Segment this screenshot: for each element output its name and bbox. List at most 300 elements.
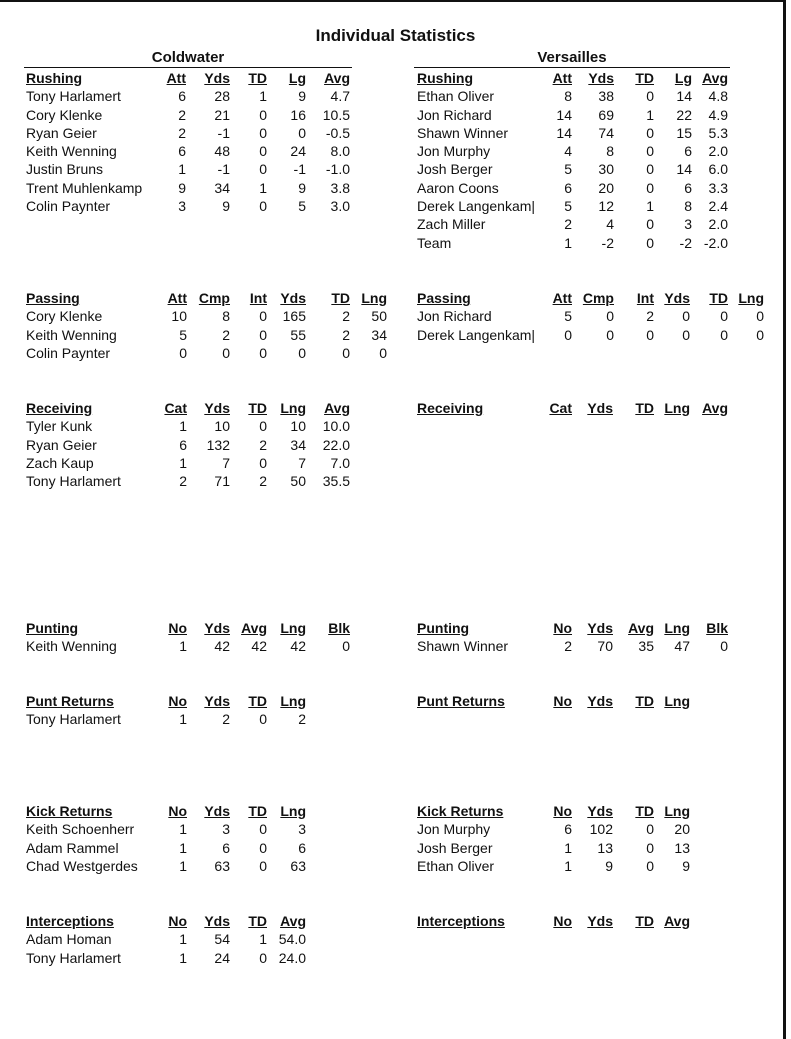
stat-value: 74 (598, 124, 614, 141)
stat-value: 0 (756, 326, 764, 343)
column-header: Yds (204, 693, 230, 709)
table-row (26, 417, 780, 435)
stat-value: 2 (342, 326, 350, 343)
player-name: Shawn Winner (417, 124, 509, 141)
column-header: TD (248, 400, 267, 416)
stat-value: 2.0 (708, 143, 728, 160)
stat-value: 70 (597, 638, 613, 655)
column-header: No (553, 803, 572, 819)
stat-value: 102 (589, 821, 613, 838)
stat-value: 3.0 (330, 198, 350, 215)
player-name: Ethan Oliver (417, 88, 495, 105)
section-heading: Punt Returns (26, 693, 114, 709)
column-header: No (553, 693, 572, 709)
stat-value: 0 (606, 326, 614, 343)
table-row (26, 930, 780, 948)
player-name: Derek Langenkam| (417, 198, 536, 215)
table-row (26, 436, 780, 454)
stat-value: 1 (179, 821, 187, 838)
column-header: TD (635, 693, 654, 709)
column-header: Lng (280, 400, 306, 416)
stat-value: 2.4 (708, 198, 728, 215)
table-row (417, 197, 780, 215)
player-name: Aaron Coons (417, 179, 499, 196)
stat-value: 4.7 (330, 88, 350, 105)
stat-value: 0 (342, 344, 350, 361)
stat-value: 10 (290, 418, 306, 435)
stat-value: 63 (290, 857, 306, 874)
stat-value: 35.5 (322, 473, 350, 490)
column-header: Avg (280, 913, 306, 929)
column-header: Blk (328, 620, 350, 636)
section-heading: Rushing (26, 70, 82, 86)
column-header: TD (248, 803, 267, 819)
stat-value: 14 (556, 106, 572, 123)
stat-value: 1 (646, 106, 654, 123)
stat-value: 7 (222, 454, 230, 471)
stat-value: 1 (259, 88, 267, 105)
stat-value: 0 (259, 308, 267, 325)
stat-value: 1 (179, 711, 187, 728)
stat-value: 1 (646, 198, 654, 215)
column-header: No (553, 620, 572, 636)
column-header: Avg (702, 70, 728, 86)
table-row (417, 839, 780, 857)
stat-value: 47 (674, 638, 690, 655)
stat-value: 0 (259, 454, 267, 471)
table-header-row (417, 692, 780, 710)
table-row (417, 637, 780, 655)
stat-value: -2.0 (703, 234, 728, 251)
stat-value: 6 (222, 839, 230, 856)
stat-value: 35 (638, 638, 654, 655)
stat-value: 1 (259, 931, 267, 948)
stat-value: 5 (564, 161, 572, 178)
stat-value: 24 (214, 949, 230, 966)
column-header: Att (167, 290, 187, 306)
player-name: Justin Bruns (26, 161, 104, 178)
team-divider-right (414, 67, 730, 68)
column-header: Avg (324, 400, 350, 416)
player-name: Zach Miller (417, 216, 486, 233)
stat-value: 0 (259, 839, 267, 856)
stat-value: 0 (259, 949, 267, 966)
stat-value: 21 (214, 106, 230, 123)
stat-value: 48 (214, 143, 230, 160)
column-header: Yds (587, 913, 613, 929)
stat-value: 0 (564, 326, 572, 343)
table-header-row (417, 289, 780, 307)
stat-value: 10 (214, 418, 230, 435)
column-header: Yds (588, 70, 614, 86)
stat-value: 2 (342, 308, 350, 325)
stat-value: -2 (601, 234, 614, 251)
column-header: No (168, 913, 187, 929)
stat-value: 2 (564, 216, 572, 233)
player-name: Colin Paynter (26, 344, 111, 361)
stat-value: 1 (179, 454, 187, 471)
stat-value: 0 (646, 821, 654, 838)
stat-value: 2 (178, 106, 186, 123)
stat-value: 10 (171, 308, 187, 325)
stat-value: -1 (217, 124, 230, 141)
column-header: Lng (664, 693, 690, 709)
stat-value: 0 (646, 143, 654, 160)
table-row (26, 472, 780, 490)
stat-value: 8 (564, 88, 572, 105)
column-header: Avg (664, 913, 690, 929)
table-row (417, 307, 780, 325)
stat-value: 10.0 (322, 418, 350, 435)
stat-value: 14 (676, 161, 692, 178)
stat-value: 0 (259, 161, 267, 178)
section-heading: Kick Returns (417, 803, 504, 819)
stat-value: 9 (222, 198, 230, 215)
stat-value: 71 (214, 473, 230, 490)
column-header: Lng (280, 803, 306, 819)
page-title: Individual Statistics (315, 26, 476, 45)
player-name: Adam Rammel (26, 839, 119, 856)
player-name: Jon Richard (417, 106, 492, 123)
stat-value: 0 (606, 308, 614, 325)
column-header: Cat (164, 400, 187, 416)
player-name: Tony Harlamert (26, 88, 121, 105)
stat-value: 1 (564, 234, 572, 251)
right-rushing-table (417, 69, 780, 252)
stat-value: 3 (178, 198, 186, 215)
section-heading: Receiving (26, 400, 93, 416)
stat-value: 34 (290, 436, 306, 453)
player-name: Zach Kaup (26, 454, 94, 471)
stat-value: 8.0 (330, 143, 350, 160)
stat-value: 0 (259, 198, 267, 215)
stat-value: 1 (259, 179, 267, 196)
table-row (26, 454, 780, 472)
player-name: Tyler Kunk (26, 418, 93, 435)
table-header-row (417, 912, 780, 930)
column-header: TD (248, 913, 267, 929)
stat-value: 0 (646, 216, 654, 233)
player-name: Tony Harlamert (26, 711, 121, 728)
stat-value: 8 (606, 143, 614, 160)
stat-value: 4 (606, 216, 614, 233)
stat-value: 4.8 (708, 88, 728, 105)
section-heading: Punt Returns (417, 693, 505, 709)
player-name: Keith Schoenherr (26, 821, 135, 838)
stat-value: 165 (282, 308, 306, 325)
column-header: Lng (664, 400, 690, 416)
table-header-row (417, 802, 780, 820)
column-header: Att (166, 70, 186, 86)
stat-value: 2 (646, 308, 654, 325)
stat-value: 5 (564, 198, 572, 215)
stat-value: 5 (179, 326, 187, 343)
column-header: Yds (204, 913, 230, 929)
stat-value: 0 (259, 418, 267, 435)
column-header: Avg (628, 620, 654, 636)
stat-value: 0 (342, 638, 350, 655)
column-header: No (168, 803, 187, 819)
table-row (26, 710, 780, 728)
stat-value: 2 (179, 473, 187, 490)
stat-value: 0 (259, 344, 267, 361)
table-header-row (417, 619, 780, 637)
stat-value: -1 (293, 161, 306, 178)
table-row (417, 142, 780, 160)
table-row (417, 124, 780, 142)
column-header: Yds (204, 400, 230, 416)
stat-value: 15 (676, 124, 692, 141)
team-divider-left (24, 67, 352, 68)
stat-value: 0 (720, 326, 728, 343)
stat-value: 69 (598, 106, 614, 123)
player-name: Colin Paynter (26, 198, 111, 215)
stat-value: -2 (679, 234, 692, 251)
column-header: Cmp (582, 290, 614, 306)
column-header: Avg (241, 620, 267, 636)
section-heading: Passing (26, 290, 80, 306)
column-header: TD (635, 400, 654, 416)
player-name: Tony Harlamert (26, 949, 121, 966)
column-header: Lng (361, 290, 387, 306)
player-name: Trent Muhlenkamp (26, 179, 143, 196)
stat-value: 1 (179, 839, 187, 856)
stat-value: 6 (684, 179, 692, 196)
stat-value: 0 (179, 344, 187, 361)
player-name: Ryan Geier (26, 436, 97, 453)
column-header: Yds (204, 70, 230, 86)
player-name: Keith Wenning (26, 143, 117, 160)
stat-value: 5.3 (708, 124, 728, 141)
stat-value: 9 (298, 179, 306, 196)
stat-value: 6.0 (708, 161, 728, 178)
stat-value: 28 (214, 88, 230, 105)
column-header: Blk (706, 620, 728, 636)
stat-value: 0 (646, 88, 654, 105)
stat-value: 0 (259, 711, 267, 728)
table-row (417, 234, 780, 252)
stat-value: 4 (564, 143, 572, 160)
stat-value: 3 (298, 821, 306, 838)
column-header: Yds (587, 803, 613, 819)
column-header: Cat (549, 400, 572, 416)
stat-value: -0.5 (325, 124, 350, 141)
stat-value: 6 (178, 88, 186, 105)
stat-value: 0 (298, 124, 306, 141)
player-name: Keith Wenning (26, 638, 117, 655)
section-heading: Rushing (417, 70, 473, 86)
column-header: No (168, 620, 187, 636)
right-passing-table (417, 289, 780, 344)
player-name: Jon Richard (417, 308, 492, 325)
stat-value: 12 (598, 198, 614, 215)
right-punt-returns-table (417, 692, 780, 710)
column-header: Lg (288, 70, 306, 86)
stat-value: 24 (290, 143, 306, 160)
section-heading: Punting (417, 620, 470, 636)
stat-value: 6 (564, 821, 572, 838)
stat-value: 16 (290, 106, 306, 123)
player-name: Derek Langenkam| (417, 326, 536, 343)
stat-value: 9 (605, 857, 613, 874)
stat-value: 38 (598, 88, 614, 105)
column-header: Att (552, 290, 572, 306)
table-row (26, 949, 780, 967)
stat-value: -1.0 (325, 161, 350, 178)
column-header: Int (636, 290, 654, 306)
stat-value: 34 (214, 179, 230, 196)
player-name: Cory Klenke (26, 106, 103, 123)
column-header: Int (249, 290, 267, 306)
stat-value: 1 (179, 857, 187, 874)
section-heading: Interceptions (26, 913, 114, 929)
stat-value: 3 (684, 216, 692, 233)
column-header: Yds (587, 400, 613, 416)
column-header: TD (248, 70, 267, 86)
table-row (417, 106, 780, 124)
stat-value: 3.8 (330, 179, 350, 196)
stat-value: 9 (298, 88, 306, 105)
column-header: Lng (664, 620, 690, 636)
column-header: Att (552, 70, 572, 86)
stat-value: 55 (290, 326, 306, 343)
stat-value: 0 (259, 326, 267, 343)
stat-value: 42 (214, 638, 230, 655)
table-row (417, 326, 780, 344)
column-header: Yds (587, 620, 613, 636)
column-header: Avg (324, 70, 350, 86)
player-name: Josh Berger (417, 161, 493, 178)
column-header: Lg (674, 70, 692, 86)
stat-value: 0 (682, 308, 690, 325)
stat-value: 14 (676, 88, 692, 105)
stat-value: 1 (564, 857, 572, 874)
stat-value: 54 (214, 931, 230, 948)
table-row (417, 160, 780, 178)
stat-value: 24.0 (278, 949, 306, 966)
stat-value: 3.3 (708, 179, 728, 196)
column-header: Lng (280, 620, 306, 636)
stat-value: 0 (720, 638, 728, 655)
column-header: Yds (664, 290, 690, 306)
table-row (417, 215, 780, 233)
player-name: Ryan Geier (26, 124, 97, 141)
column-header: Cmp (198, 290, 230, 306)
stat-value: 6 (179, 436, 187, 453)
stat-value: 0 (379, 344, 387, 361)
section-heading: Punting (26, 620, 79, 636)
stat-value: 20 (598, 179, 614, 196)
player-name: Keith Wenning (26, 326, 117, 343)
player-name: Jon Murphy (417, 821, 491, 838)
stat-value: 0 (720, 308, 728, 325)
column-header: TD (635, 913, 654, 929)
stat-value: 0 (259, 143, 267, 160)
stat-value: 0 (259, 106, 267, 123)
stat-value: 13 (674, 839, 690, 856)
stat-value: 0 (646, 179, 654, 196)
column-header: TD (248, 693, 267, 709)
stat-value: 7.0 (330, 454, 350, 471)
column-header: Lng (280, 693, 306, 709)
player-name: Jon Murphy (417, 143, 491, 160)
stat-value: 42 (251, 638, 267, 655)
player-name: Josh Berger (417, 839, 493, 856)
stat-value: 1 (178, 161, 186, 178)
stat-value: 0 (646, 234, 654, 251)
player-name: Cory Klenke (26, 308, 103, 325)
stat-value: 2 (564, 638, 572, 655)
column-header: Lng (738, 290, 764, 306)
stat-value: 0 (646, 326, 654, 343)
player-name: Adam Homan (26, 931, 112, 948)
player-name: Team (417, 234, 452, 251)
stat-value: 22.0 (322, 436, 350, 453)
right-receiving-table (417, 399, 780, 417)
stat-value: 6 (178, 143, 186, 160)
table-row (417, 179, 780, 197)
column-header: Lng (664, 803, 690, 819)
stat-value: 1 (179, 949, 187, 966)
stat-value: 50 (290, 473, 306, 490)
stat-value: 0 (646, 161, 654, 178)
right-interceptions-table (417, 912, 780, 930)
stat-value: 14 (556, 124, 572, 141)
stat-value: 2 (222, 326, 230, 343)
table-row (417, 820, 780, 838)
column-header: No (168, 693, 187, 709)
column-header: Avg (702, 400, 728, 416)
column-header: Yds (204, 803, 230, 819)
stat-value: 0 (682, 326, 690, 343)
section-heading: Interceptions (417, 913, 505, 929)
stat-value: 0 (646, 857, 654, 874)
stat-value: 6 (684, 143, 692, 160)
player-name: Shawn Winner (417, 638, 509, 655)
column-header: Yds (204, 620, 230, 636)
column-header: Yds (280, 290, 306, 306)
stat-value: 2 (178, 124, 186, 141)
stat-value: 13 (597, 839, 613, 856)
stat-value: 2 (298, 711, 306, 728)
stat-value: 1 (564, 839, 572, 856)
stat-value: 9 (178, 179, 186, 196)
stat-value: 0 (259, 821, 267, 838)
section-heading: Passing (417, 290, 471, 306)
stat-value: 30 (598, 161, 614, 178)
table-row (26, 344, 780, 362)
stat-value: 54.0 (278, 931, 306, 948)
stat-value: -1 (217, 161, 230, 178)
column-header: TD (635, 803, 654, 819)
team-name-left: Coldwater (151, 49, 225, 66)
table-row (417, 87, 780, 105)
stat-value: 0 (259, 857, 267, 874)
column-header: TD (331, 290, 350, 306)
stat-value: 1 (179, 638, 187, 655)
stat-value: 8 (222, 308, 230, 325)
stat-value: 6 (564, 179, 572, 196)
stat-value: 1 (179, 931, 187, 948)
stat-value: 50 (371, 308, 387, 325)
stat-value: 42 (290, 638, 306, 655)
column-header: Yds (587, 693, 613, 709)
stat-value: 132 (206, 436, 230, 453)
stat-value: 1 (179, 418, 187, 435)
stat-value: 0 (259, 124, 267, 141)
table-row (417, 857, 780, 875)
stat-value: 63 (214, 857, 230, 874)
